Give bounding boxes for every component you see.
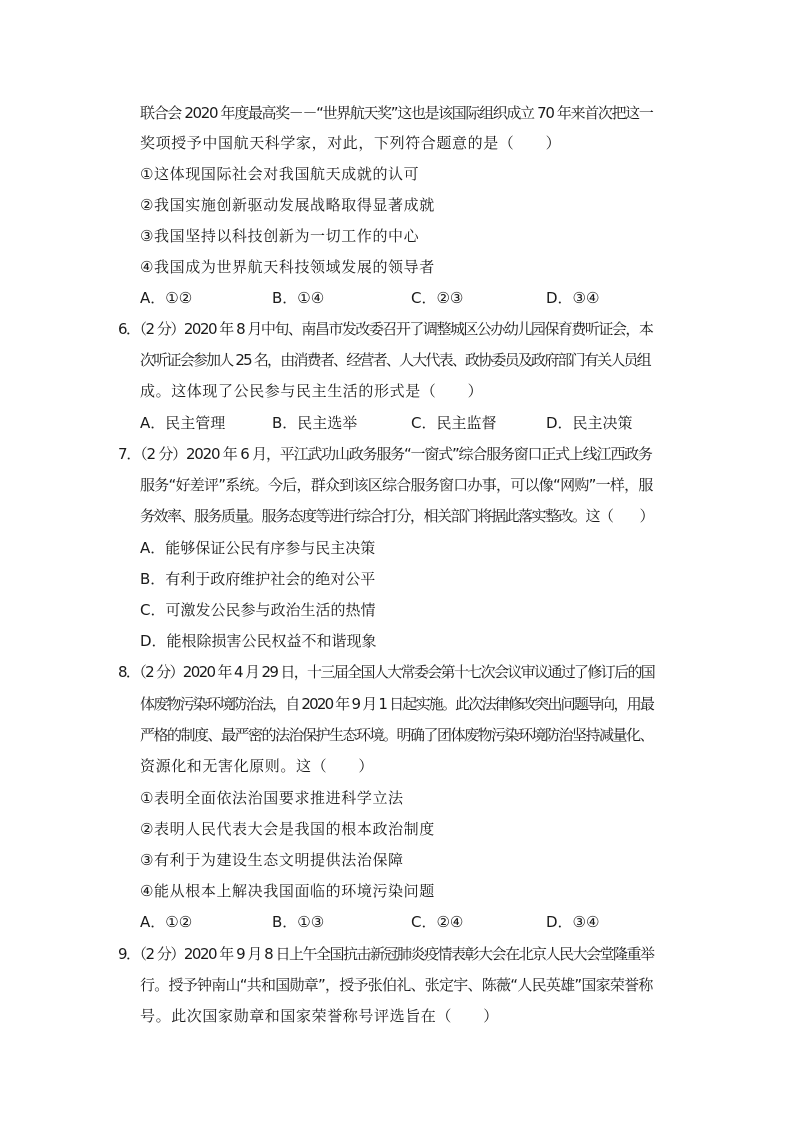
q7-option-a[interactable]: A．能够保证公民有序参与民主决策 <box>140 539 376 557</box>
q8-statement-2: ②表明人民代表大会是我国的根本政治制度 <box>140 820 435 838</box>
q5-statement-3: ③我国坚持以科技创新为一切工作的中心 <box>140 227 420 245</box>
q7-stem-line-2: 服务“好差评”系统。今后，群众到该区综合服务窗口办事，可以像“网购”一样，服 <box>140 476 653 494</box>
q5-option-c[interactable]: C．②③ <box>411 289 464 307</box>
q8-stem-line-2: 体废物污染环境防治法，自 2020 年 9 月 1 日起实施。此次法律修改突出问题导向，用最 <box>140 695 654 713</box>
q9-stem-line-1: 9．（2 分）2020 年 9 月 8 日上午全国抗击新冠肺炎疫情表彰大会在北京人民大会堂隆重举 <box>118 945 654 963</box>
q5-statement-1: ①这体现国际社会对我国航天成就的认可 <box>140 165 420 183</box>
q7-stem-line-3: 务效率、服务质量。服务态度等进行综合打分，相关部门将据此落实整改。这（ ） <box>140 507 654 525</box>
q8-option-a[interactable]: A．①② <box>140 913 193 931</box>
q6-option-b[interactable]: B．民主选举 <box>272 414 358 432</box>
q6-stem-line-1: 6．（2 分）2020 年 8 月中旬、南昌市发改委召开了调整城区公办幼儿园保育费听证会，本 <box>118 320 653 338</box>
q8-option-d[interactable]: D．③④ <box>546 913 600 931</box>
q6-option-c[interactable]: C．民主监督 <box>411 414 497 432</box>
q5-statement-2: ②我国实施创新驱动发展战略取得显著成就 <box>140 196 435 214</box>
q8-stem-line-1: 8．（2 分）2020 年 4 月 29 日，十三届全国人大常委会第十七次会议审议通过了修订后的国 <box>118 663 655 681</box>
q6-option-a[interactable]: A．民主管理 <box>140 414 226 432</box>
q5-stem-line-2: 奖项授予中国航天科学家，对此，下列符合题意的是（ ） <box>140 134 562 152</box>
q9-stem-line-3: 号。此次国家勋章和国家荣誉称号评选旨在（ ） <box>140 1007 499 1025</box>
q8-stem-line-3: 严格的制度、最严密的法治保护生态环境。明确了团体废物污染环境防治坚持减量化、 <box>140 726 654 744</box>
q6-stem-line-3: 成。这体现了公民参与民主生活的形式是（ ） <box>140 382 484 400</box>
q5-option-a[interactable]: A．①② <box>140 289 193 307</box>
q8-option-c[interactable]: C．②④ <box>411 913 464 931</box>
q7-option-c[interactable]: C．可激发公民参与政治生活的热情 <box>140 601 376 619</box>
q6-option-d[interactable]: D．民主决策 <box>546 414 633 432</box>
q6-stem-line-2: 次听证会参加人 25 名，由消费者、经营者、人大代表、政协委员及政府部门有关人员组 <box>140 351 650 369</box>
q8-option-b[interactable]: B．①③ <box>272 913 325 931</box>
q8-stem-line-4: 资源化和无害化原则。这（ ） <box>140 757 375 775</box>
q7-stem-line-1: 7．（2 分）2020 年 6 月，平江武功山政务服务“一窗式”综合服务窗口正式上线江西政务 <box>118 445 652 463</box>
q8-statement-1: ①表明全面依法治国要求推进科学立法 <box>140 789 404 807</box>
q5-statement-4: ④我国成为世界航天科技领域发展的领导者 <box>140 258 435 276</box>
q9-stem-line-2: 行。授予钟南山“共和国勋章”，授予张伯礼、张定宇、陈薇“人民英雄”国家荣誉称 <box>140 976 653 994</box>
q7-option-d[interactable]: D．能根除损害公民权益不和谐现象 <box>140 632 377 650</box>
q5-option-b[interactable]: B．①④ <box>272 289 325 307</box>
q7-option-b[interactable]: B．有利于政府维护社会的绝对公平 <box>140 570 376 588</box>
q8-statement-4: ④能从根本上解决我国面临的环境污染问题 <box>140 882 435 900</box>
q5-stem-line-1: 联合会 2020 年度最高奖－－“世界航天奖”这也是该国际组织成立 70 年来首次把这一 <box>140 104 653 122</box>
q8-statement-3: ③有利于为建设生态文明提供法治保障 <box>140 851 404 869</box>
q5-option-d[interactable]: D．③④ <box>546 289 600 307</box>
